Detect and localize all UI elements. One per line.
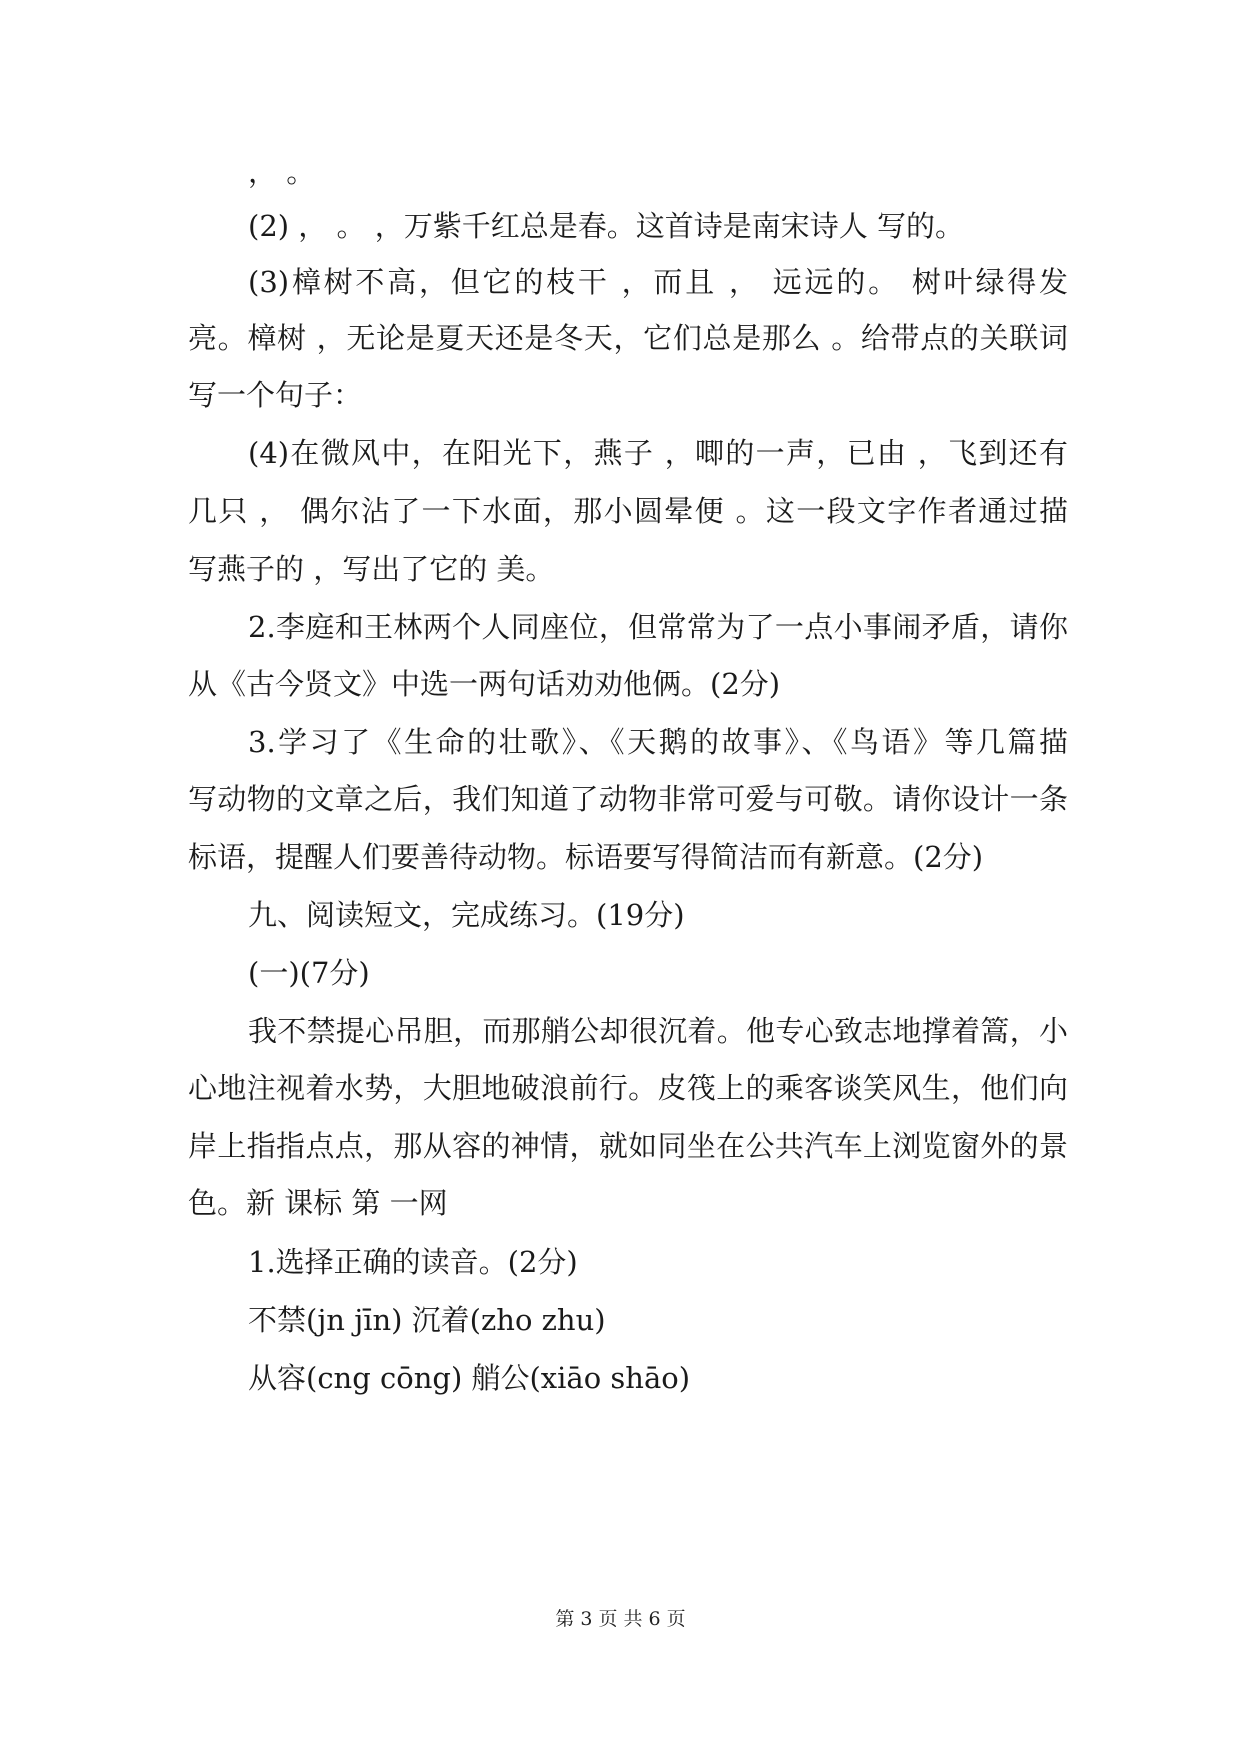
text-line-8: 写燕子的 ，写出了它的 美。 xyxy=(188,552,555,586)
text-line-9: 2.李庭和王林两个人同座位，但常常为了一点小事闹矛盾，请你 xyxy=(248,610,1068,644)
pinyin-line-1: 不禁(jn jīn) 沉着(zho zhu) xyxy=(248,1303,606,1337)
page-footer: 第 3 页 共 6 页 xyxy=(555,1608,686,1630)
section-heading: 九、阅读短文，完成练习。(19分) xyxy=(248,898,685,932)
text-line-7: 几只 ， 偶尔沾了一下水面，那小圆晕便 。这一段文字作者通过描 xyxy=(188,494,1068,528)
text-line-5: 写一个句子： xyxy=(188,378,363,412)
subsection-heading: (一)(7分) xyxy=(248,956,370,990)
text-line-4: 亮。樟树 ，无论是夏天还是冬天，它们总是那么 。给带点的关联词 xyxy=(188,321,1068,355)
text-line-18: 岸上指指点点，那从容的神情，就如同坐在公共汽车上浏览窗外的景 xyxy=(188,1129,1068,1163)
text-line-2: (2) ， 。 ，万紫千红总是春。这首诗是南宋诗人 写的。 xyxy=(248,209,964,243)
text-line-13: 标语，提醒人们要善待动物。标语要写得简洁而有新意。(2分) xyxy=(188,840,984,874)
text-line-6: (4)在微风中，在阳光下，燕子 ，唧的一声，已由 ，飞到还有 xyxy=(248,436,1068,470)
text-line-11: 3.学习了《生命的壮歌》、《天鹅的故事》、《鸟语》等几篇描 xyxy=(248,725,1068,759)
pinyin-line-2: 从容(cng cōng) 艄公(xiāo shāo) xyxy=(248,1361,691,1395)
text-line-17: 心地注视着水势，大胆地破浪前行。皮筏上的乘客谈笑风生，他们向 xyxy=(188,1071,1068,1105)
text-line-3: (3)樟树不高，但它的枝干 ，而且 ， 远远的。 树叶绿得发 xyxy=(248,265,1068,299)
text-line-19: 色。新 课标 第 一网 xyxy=(188,1186,448,1220)
text-line-16: 我不禁提心吊胆，而那艄公却很沉着。他专心致志地撑着篙，小 xyxy=(248,1014,1068,1048)
question-heading: 1.选择正确的读音。(2分) xyxy=(248,1245,578,1279)
text-line-10: 从《古今贤文》中选一两句话劝劝他俩。(2分) xyxy=(188,667,781,701)
text-line-1: ， 。 xyxy=(248,155,316,189)
text-line-12: 写动物的文章之后，我们知道了动物非常可爱与可敬。请你设计一条 xyxy=(188,782,1068,816)
